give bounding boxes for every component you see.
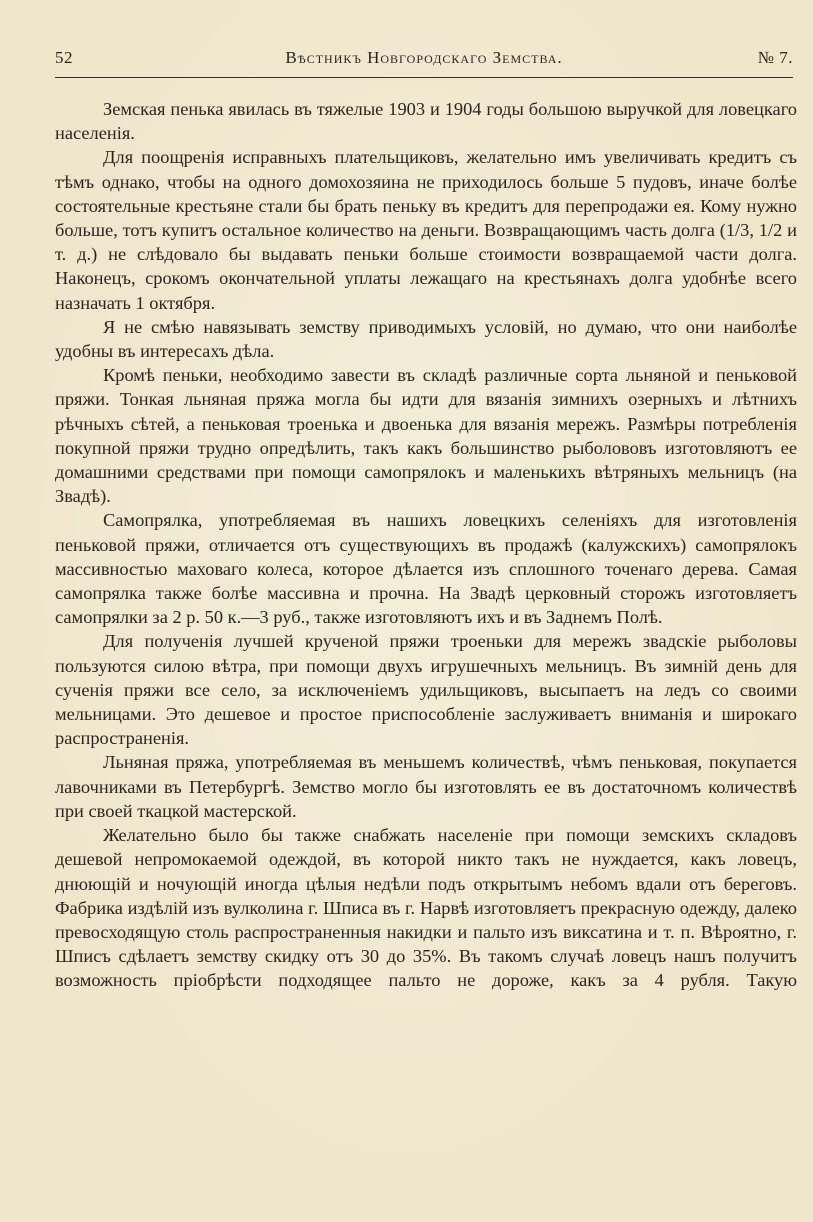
page-number: 52 xyxy=(55,48,73,67)
paragraph: Земская пенька явилась въ тяжелые 1903 и 1904 годы большою выручкой для ловецкаго населенія. xyxy=(55,99,797,144)
issue-number: № 7. xyxy=(757,48,793,67)
header-rule xyxy=(55,77,793,78)
paragraph: Я не смѣю навязывать земству приводимыхъ условій, но думаю, что они наиболѣе удобны въ интересахъ дѣла. xyxy=(55,316,797,362)
paragraph: Самопрялка, употребляемая въ нашихъ ловецкихъ селеніяхъ для изготовленія пеньковой пряжи, отличается отъ существующихъ въ продажѣ (калужскихъ) самопрялокъ массивностью маховаго колеса, которое дѣлается изъ сплошного точенаго дерева. Самая самопрялка также болѣе массивна и прочна. На Звадѣ церковный сторожъ изготовляетъ самопрялки за 2 р. 50 к.—3 руб., также изготовляютъ ихъ и въ Заднемъ Полѣ. xyxy=(55,510,797,628)
journal-title: Вѣстникъ Новгородскаго Земства. xyxy=(285,48,563,67)
paragraph: Для полученія лучшей крученой пряжи троеньки для мережъ звадскіе рыболовы пользуются силою вѣтра, при помощи двухъ игрушечныхъ мельницъ. Въ зимній день для сученія пряжи все село, за исключеніемъ удильщиковъ, высыпаетъ на ледъ со своими мельницами. Это дешевое и простое приспособленіе заслуживаетъ вниманія и широкаго распространенія. xyxy=(55,631,797,749)
running-header xyxy=(55,48,793,74)
article-body xyxy=(55,97,797,993)
paragraph: Кромѣ пеньки, необходимо завести въ складѣ различные сорта льняной и пеньковой пряжи. Тонкая льняная пряжа могла бы идти для вязанія зимнихъ озерныхъ и лѣтнихъ рѣчныхъ сѣтей, а пеньковая троенька и двоенька для вязанія мережъ. Размѣры потребленія покупной пряжи трудно опредѣлить, такъ какъ большинство рыболововъ изготовляютъ ее домашними средствами при помощи самопрялокъ и маленькихъ вѣтряныхъ мельницъ (на Звадѣ). xyxy=(55,365,797,507)
paragraph: Для поощренія исправныхъ плательщиковъ, желательно имъ увеличивать кредитъ съ тѣмъ однако, чтобы на одного домохозяина не приходилось больше 5 пудовъ, иначе болѣе состоятельные крестьяне стали бы брать пеньку въ кредитъ для перепродажи ея. Кому нужно больше, тотъ купитъ остальное количество на деньги. Возвращающимъ часть долга (1/3, 1/2 и т. д.) не слѣдовало бы выдавать пеньки больше стоимости возвращаемой части долга. Наконецъ, срокомъ окончательной уплаты лежащаго на крестьянахъ долга удобнѣе всего назначать 1 октября. xyxy=(55,147,797,313)
paragraph: Льняная пряжа, употребляемая въ меньшемъ количествѣ, чѣмъ пеньковая, покупается лавочниками въ Петербургѣ. Земство могло бы изготовлять ее въ достаточномъ количествѣ при своей ткацкой мастерской. xyxy=(55,752,797,821)
paragraph: Желательно было бы также снабжать населеніе при помощи земскихъ складовъ дешевой непромокаемой одеждой, въ которой никто такъ не нуждается, какъ ловецъ, днюющій и ночующій иногда цѣлыя недѣли подъ открытымъ небомъ вдали отъ береговъ. Фабрика издѣлій изъ вулколина г. Шписа въ г. Нарвѣ изготовляетъ прекрасную одежду, далеко превосходящую столь распространенныя накидки и пальто изъ виксатина и т. п. Вѣроятно, г. Шписъ сдѣлаетъ земству скидку отъ 30 до 35%. Въ такомъ случаѣ ловецъ нашъ получитъ возможность пріобрѣсти подходящее пальто не дороже, какъ за 4 рубля. Такую xyxy=(55,825,797,991)
